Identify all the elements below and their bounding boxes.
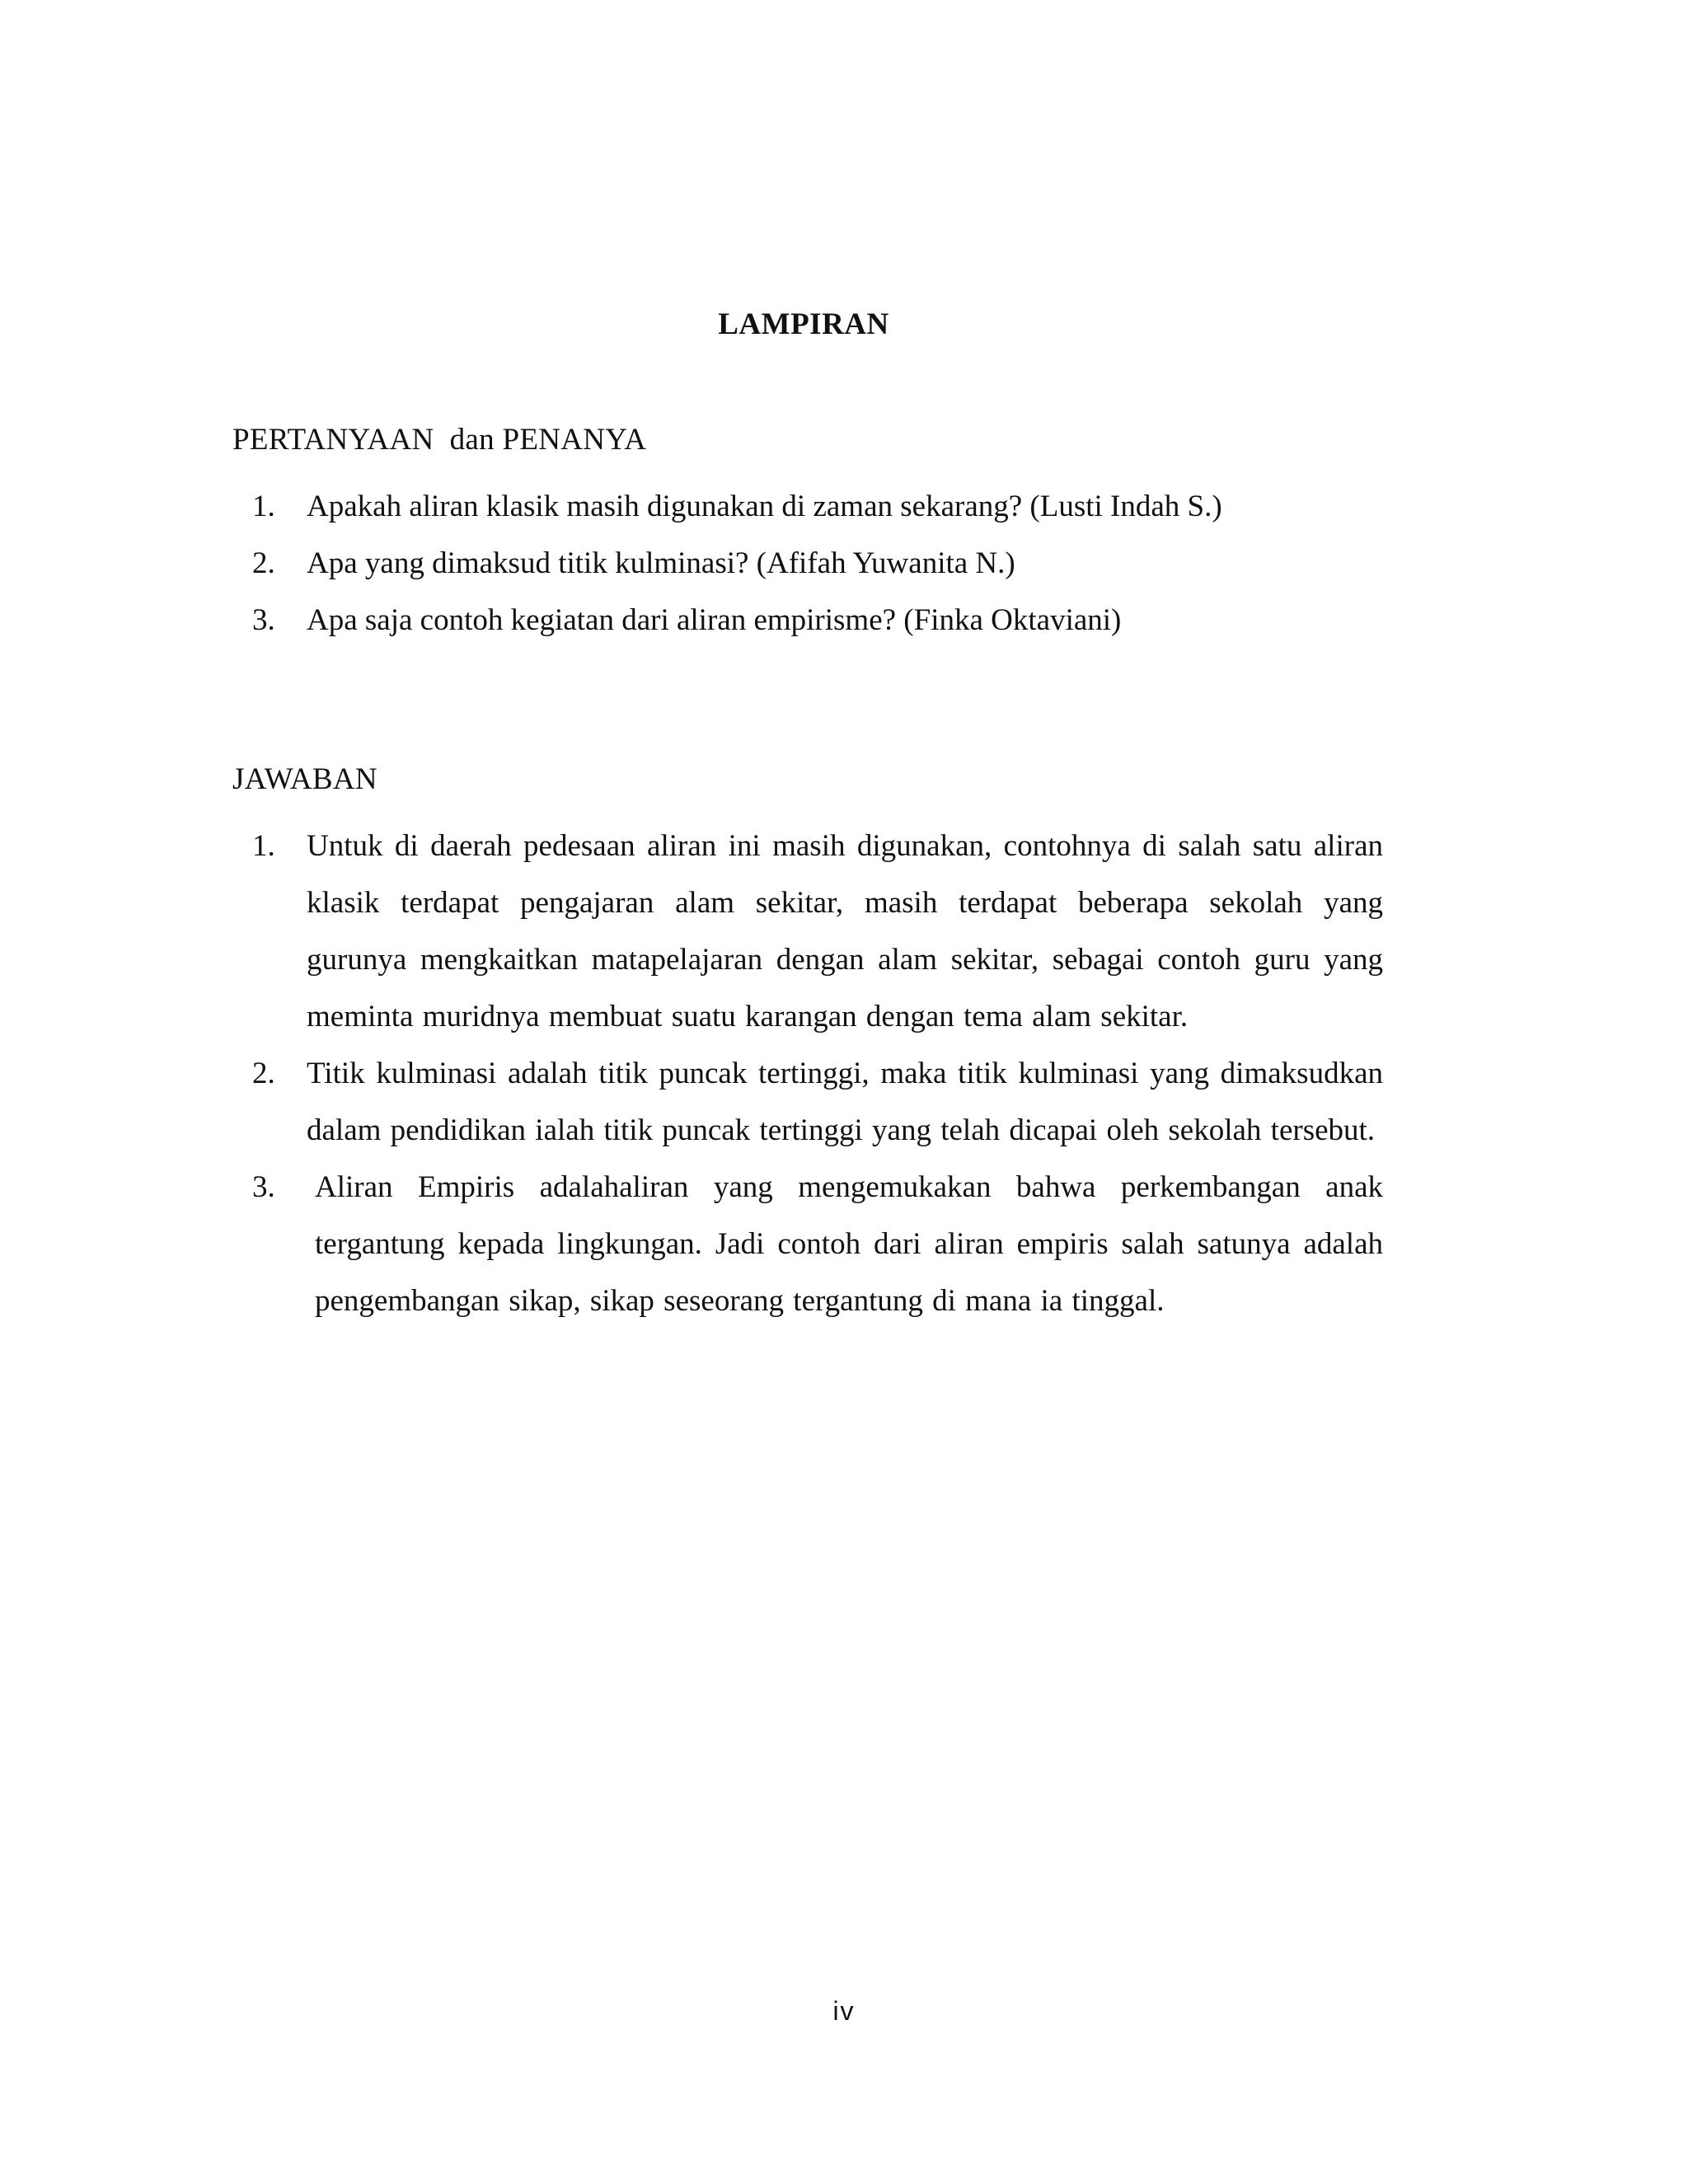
- question-text: Apa yang dimaksud titik kulminasi? (Afifah Yuwanita N.): [307, 546, 1015, 580]
- answer-item: [252, 1045, 1383, 1159]
- page-title: LAMPIRAN: [718, 307, 889, 341]
- answer-number: 1.: [252, 829, 275, 863]
- answer-text: Titik kulminasi adalah titik puncak tertinggi, maka titik kulminasi yang dimaksudkan dalam pendidikan ialah titik puncak tertinggi yang telah dicapai oleh sekolah tersebut.: [307, 1057, 1383, 1147]
- page-number: iv: [832, 1996, 856, 2026]
- question-item: [252, 535, 1390, 592]
- answer-text: Untuk di daerah pedesaan aliran ini masih digunakan, contohnya di salah satu aliran klasik terdapat pengajaran alam sekitar, masih terdapat beberapa sekolah yang gurunya mengkaitkan matapelajaran dengan alam sekitar, sebagai contoh guru yang meminta muridnya membuat suatu karangan dengan tema alam sekitar.: [307, 829, 1383, 1033]
- answer-item: [252, 1159, 1383, 1329]
- question-item: [252, 592, 1390, 649]
- answers-list: [252, 818, 1383, 1329]
- questions-list: [252, 478, 1390, 649]
- question-text: Apakah aliran klasik masih digunakan di zaman sekarang? (Lusti Indah S.): [307, 490, 1222, 523]
- answers-heading: JAWABAN: [232, 762, 377, 796]
- answer-item: [252, 818, 1383, 1045]
- question-number: 1.: [252, 490, 275, 523]
- question-number: 2.: [252, 546, 275, 580]
- question-text: Apa saja contoh kegiatan dari aliran empirisme? (Finka Oktaviani): [307, 603, 1122, 637]
- questions-heading: PERTANYAAN dan PENANYA: [232, 423, 647, 457]
- question-number: 3.: [252, 603, 275, 637]
- answer-number: 3.: [252, 1170, 275, 1204]
- question-item: [252, 478, 1390, 535]
- answer-text: Aliran Empiris adalahaliran yang mengemukakan bahwa perkembangan anak tergantung kepada lingkungan. Jadi contoh dari aliran empiris salah satunya adalah pengembangan sikap, sikap seseorang tergantung di mana ia tinggal.: [315, 1170, 1383, 1318]
- answer-number: 2.: [252, 1057, 275, 1090]
